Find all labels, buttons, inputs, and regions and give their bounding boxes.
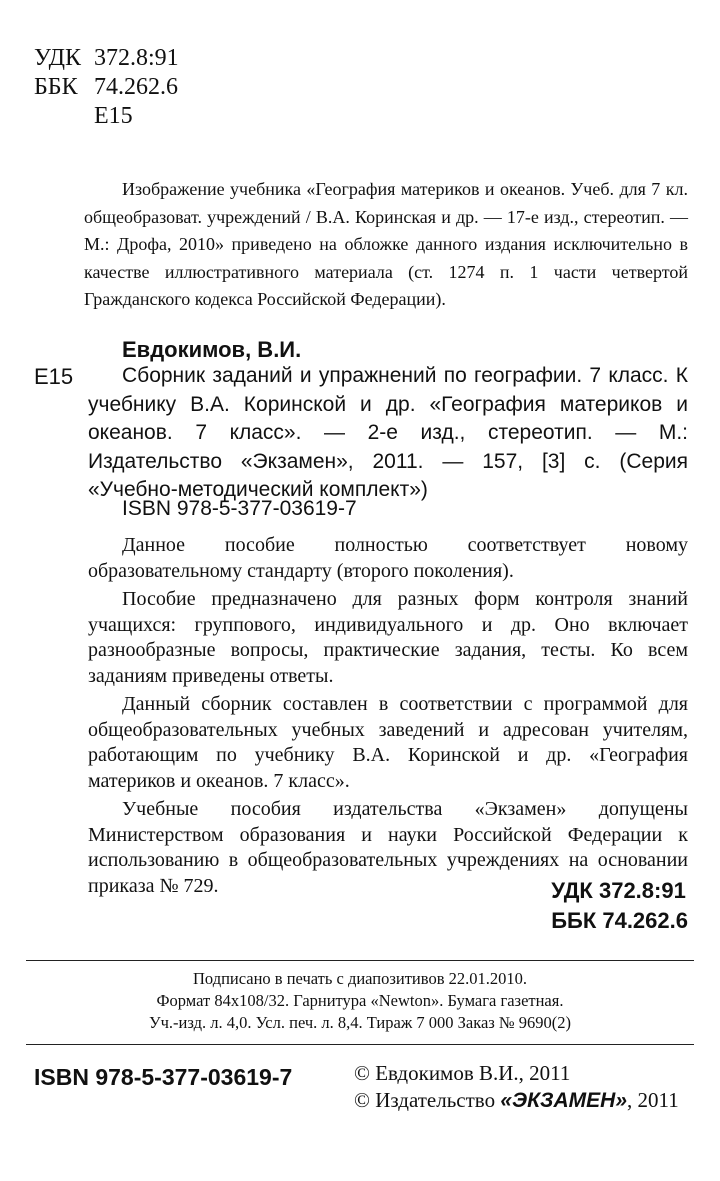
copyright-publisher: [354, 1087, 679, 1114]
author-mark: Е15: [94, 103, 133, 129]
classification-bottom: [551, 876, 688, 936]
author-mark-row: [34, 102, 179, 131]
illustration-notice: Изображение учебника «География материков и океанов. Учеб. для 7 кл. общеобразоват. учреждений / В.А. Коринская и др. — 17-е изд., стереотип. — М.: Дрофа, 2010» приведено на обложке данного издания исключительно в качестве иллюстративного материала (ст. 1274 п. 1 части четвертой Гражданского кодекса Российской Федерации).: [84, 179, 688, 309]
udc-row: [34, 44, 179, 73]
annotation-paragraph: Пособие предназначено для разных форм контроля знаний учащихся: группового, индивидуального и др. Оно включает разнообразные вопросы, практические задания, тесты. Ко всем заданиям приведены ответы.: [88, 588, 688, 687]
annotation-paragraph: Учебные пособия издательства «Экзамен» допущены Министерством образования и науки Российской Федерации к использованию в общеобразовательных учреждениях на основании приказа № 729.: [88, 798, 688, 897]
annotation-paragraph: Данный сборник составлен в соответствии с программой для общеобразовательных учебных заведений и адресован учителям, работающим по учебнику В.А. Коринской и др. «География материков и океанов. 7 класс».: [88, 693, 688, 792]
imprint-line: Формат 84x108/32. Гарнитура «Newton». Бумага газетная.: [156, 991, 564, 1010]
bbk-value: 74.262.6: [94, 74, 178, 100]
udc-bottom: УДК 372.8:91: [551, 878, 686, 903]
divider-bottom: [26, 1044, 694, 1045]
copyright-author: © Евдокимов В.И., 2011: [354, 1061, 571, 1085]
publisher-name: «ЭКЗАМЕН»: [500, 1089, 628, 1112]
bbk-row: [34, 73, 179, 102]
divider-top: [26, 960, 694, 961]
annotation: [88, 533, 688, 902]
copyright-publisher-year: , 2011: [627, 1088, 679, 1112]
catalog-isbn: ISBN 978-5-377-03619-7: [122, 497, 357, 520]
annotation-paragraph: Данное пособие полностью соответствует новому образовательному стандарту (второго поколения).: [88, 534, 688, 582]
imprint: [26, 968, 694, 1034]
catalog-author-mark: Е15: [34, 364, 74, 389]
copyright-publisher-prefix: © Издательство: [354, 1088, 501, 1112]
catalog-author: Евдокимов, В.И.: [122, 337, 302, 362]
bbk-bottom: ББК 74.262.6: [551, 908, 688, 933]
footer-isbn: ISBN 978-5-377-03619-7: [34, 1064, 293, 1090]
udc-label: УДК: [34, 45, 81, 71]
imprint-line: Уч.-изд. л. 4,0. Усл. печ. л. 8,4. Тираж 7 000 Заказ № 9690(2): [148, 1013, 572, 1032]
udc-value: 372.8:91: [94, 45, 179, 71]
bbk-label: ББК: [34, 74, 78, 100]
classification-block: [34, 44, 179, 131]
bibliographic-description: Сборник заданий и упражнений по географии. 7 класс. К учебнику В.А. Коринской и др. «География материков и океанов. 7 класс». — 2-е изд., стереотип. — М.: Издательство «Экзамен», 2011. — 157, [3] с. (Серия «Учебно-методический комплект»): [88, 364, 688, 501]
copyright-block: [354, 1060, 679, 1114]
imprint-line: Подписано в печать с диапозитивов 22.01.2010.: [193, 969, 527, 988]
